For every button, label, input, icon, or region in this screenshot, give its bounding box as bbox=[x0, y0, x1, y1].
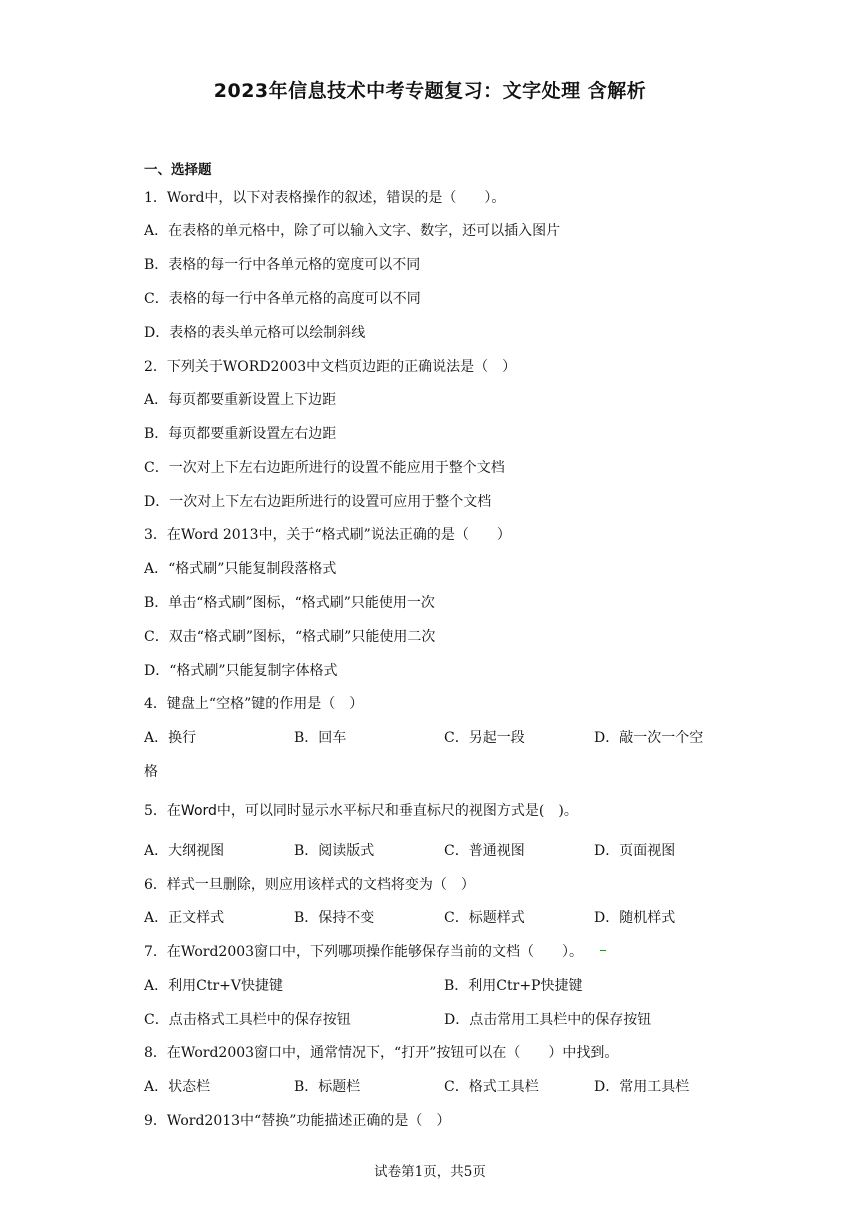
question-6-option-a: A．正文样式 bbox=[144, 910, 225, 926]
question-5-stem bbox=[144, 800, 578, 820]
page-footer: 试卷第1页，共5页 bbox=[374, 1164, 486, 1180]
question-4-option-c: C．另起一段 bbox=[444, 730, 525, 746]
question-2-stem: 2．下列关于WORD2003中文档页边距的正确说法是（ ） bbox=[144, 359, 517, 375]
question-7-option-a: A．利用Ctr+V快捷键 bbox=[144, 978, 283, 994]
question-3-option-a: A．“格式刷”只能复制段落格式 bbox=[144, 561, 337, 577]
question-5-option-a: A．大纲视图 bbox=[144, 843, 225, 859]
question-4-option-d: D．敲一次一个空 bbox=[594, 730, 704, 746]
question-1-option-a: A．在表格的单元格中，除了可以输入文字、数字，还可以插入图片 bbox=[144, 223, 561, 239]
question-6-option-d: D．随机样式 bbox=[594, 910, 676, 926]
question-2-option-a: A．每页都要重新设置上下边距 bbox=[144, 392, 337, 408]
question-2-option-c: C．一次对上下左右边距所进行的设置不能应用于整个文档 bbox=[144, 460, 505, 476]
question-6-stem: 6．样式一旦删除，则应用该样式的文档将变为（ ） bbox=[144, 877, 475, 893]
question-4-option-a: A．换行 bbox=[144, 730, 197, 746]
question-6-option-c: C．标题样式 bbox=[444, 910, 525, 926]
question-4-option-b: B．回车 bbox=[294, 730, 347, 746]
question-5-stem-word: Word bbox=[180, 803, 217, 819]
question-8-option-a: A．状态栏 bbox=[144, 1079, 211, 1095]
question-3-option-d: D．“格式刷”只能复制字体格式 bbox=[144, 663, 338, 679]
question-7-option-b: B．利用Ctr+P快捷键 bbox=[444, 978, 583, 994]
question-1-option-d: D．表格的表头单元格可以绘制斜线 bbox=[144, 325, 366, 341]
question-5-option-c: C．普通视图 bbox=[444, 843, 525, 859]
page-title: 2023年信息技术中考专题复习：文字处理 含解析 bbox=[213, 80, 647, 102]
question-5-stem-pre: 5．在 bbox=[144, 803, 181, 819]
question-7-option-c: C．点击格式工具栏中的保存按钮 bbox=[144, 1012, 351, 1028]
question-5-option-d: D．页面视图 bbox=[594, 843, 676, 859]
question-7-option-d: D．点击常用工具栏中的保存按钮 bbox=[444, 1012, 652, 1028]
question-3-option-c: C．双击“格式刷”图标，“格式刷”只能使用二次 bbox=[144, 629, 436, 645]
question-7-stem: 7．在Word2003窗口中，下列哪项操作能够保存当前的文档（ ）。 bbox=[144, 944, 584, 960]
question-3-option-b: B．单击“格式刷”图标，“格式刷”只能使用一次 bbox=[144, 595, 435, 611]
question-3-stem: 3．在Word 2013中，关于“格式刷”说法正确的是（ ） bbox=[144, 527, 511, 543]
question-1-option-b: B．表格的每一行中各单元格的宽度可以不同 bbox=[144, 257, 421, 273]
question-8-option-d: D．常用工具栏 bbox=[594, 1079, 690, 1095]
question-1-stem: 1．Word中，以下对表格操作的叙述，错误的是（ ）。 bbox=[144, 190, 506, 206]
question-8-option-c: C．格式工具栏 bbox=[444, 1079, 539, 1095]
question-4-stem: 4．键盘上“空格”键的作用是（ ） bbox=[144, 696, 364, 712]
question-6-option-b: B．保持不变 bbox=[294, 910, 375, 926]
question-5-option-b: B．阅读版式 bbox=[294, 843, 375, 859]
question-8-stem: 8．在Word2003窗口中，通常情况下，“打开”按钮可以在（ ）中找到。 bbox=[144, 1045, 619, 1061]
edit-mark bbox=[600, 950, 606, 951]
question-2-option-d: D．一次对上下左右边距所进行的设置可应用于整个文档 bbox=[144, 494, 492, 510]
question-5-stem-post: 中，可以同时显示水平标尺和垂直标尺的视图方式是( )。 bbox=[216, 803, 578, 819]
section-heading: 一、选择题 bbox=[144, 162, 212, 178]
question-4-option-d-wrap: 格 bbox=[144, 764, 158, 780]
question-1-option-c: C．表格的每一行中各单元格的高度可以不同 bbox=[144, 291, 421, 307]
question-9-stem: 9．Word2013中“替换”功能描述正确的是（ ） bbox=[144, 1113, 451, 1129]
question-8-option-b: B．标题栏 bbox=[294, 1079, 361, 1095]
question-2-option-b: B．每页都要重新设置左右边距 bbox=[144, 426, 337, 442]
